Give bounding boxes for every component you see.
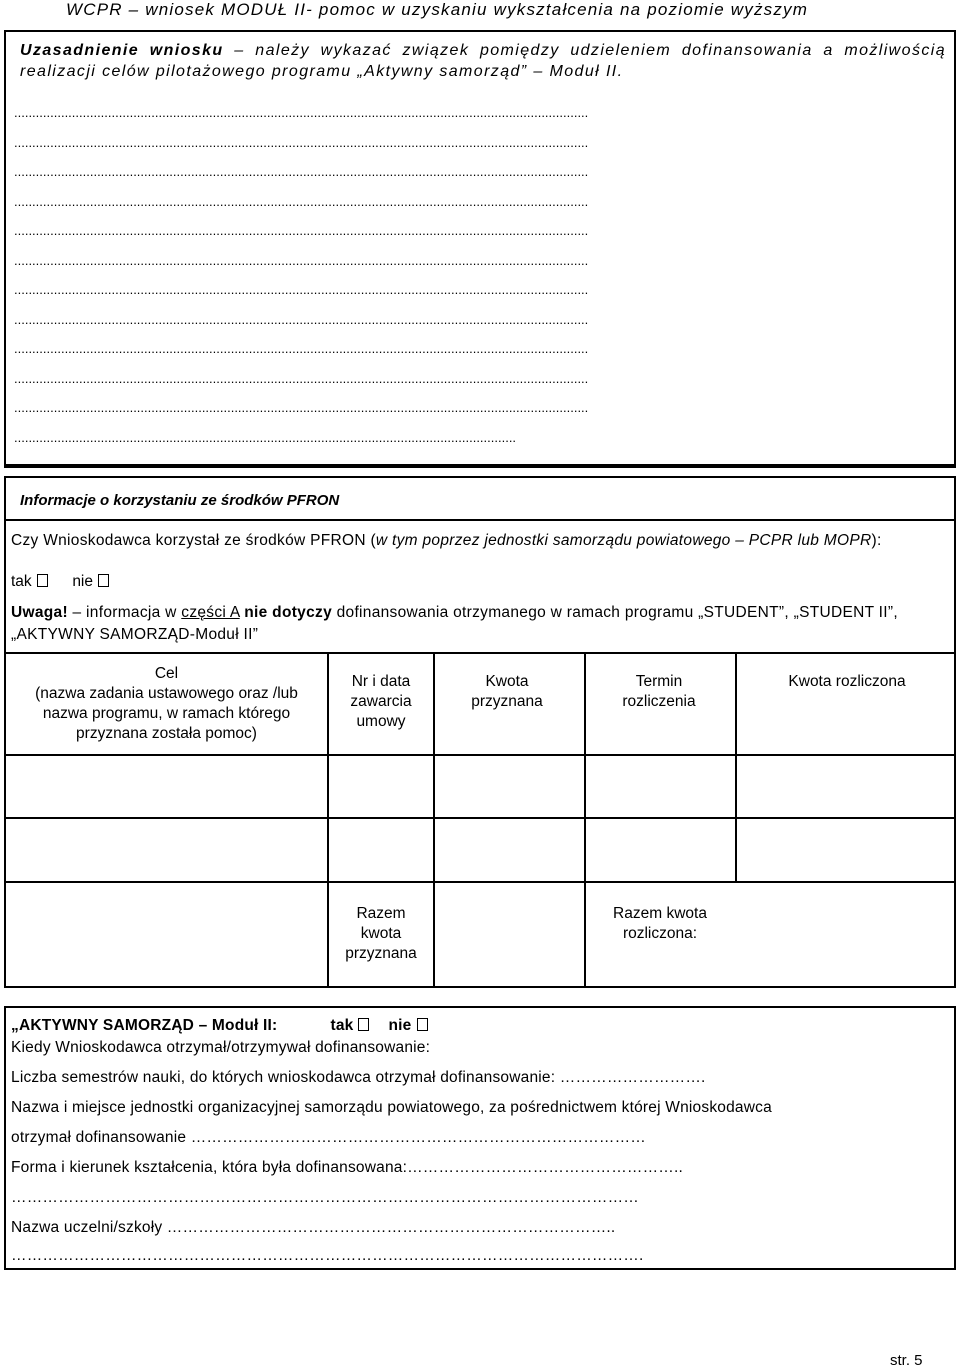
no-checkbox[interactable] bbox=[98, 574, 109, 587]
pfron-table bbox=[6, 652, 954, 986]
row-input-goal[interactable] bbox=[8, 756, 326, 816]
dotted-line: ............................................................................................................................................................... bbox=[14, 193, 589, 209]
pfron-yes-no bbox=[11, 573, 109, 591]
module2-yes-label: tak bbox=[330, 1017, 354, 1034]
header-amount-granted: Kwota przyznana bbox=[471, 673, 543, 710]
total-granted-label: Razem kwota przyznana bbox=[345, 905, 417, 962]
header-goal: Cel (nazwa zadania ustawowego oraz /lub nazwa programu, w ramach którego przyznana została pomoc) bbox=[35, 665, 298, 742]
module2-school-dots[interactable]: …………………………………………………………………………………………………………. bbox=[11, 1247, 644, 1264]
section-divider bbox=[6, 519, 954, 521]
dotted-line: ............................................................................................................................................................... bbox=[14, 252, 589, 268]
yes-checkbox[interactable] bbox=[37, 574, 48, 587]
module2-unit-line2[interactable]: otrzymał dofinansowanie …………………………………………………………………………… bbox=[11, 1129, 646, 1146]
module2-no-checkbox[interactable] bbox=[417, 1018, 428, 1031]
justification-label: Uzasadnienie wniosku bbox=[20, 42, 224, 59]
dotted-line: ............................................................................................................................................................... bbox=[14, 164, 589, 179]
module2-school[interactable]: Nazwa uczelni/szkoły ………………………………………………………………………….. bbox=[11, 1219, 616, 1236]
justification-text: – należy wykazać związek pomiędzy udzieleniem dofinansowania a możliwością realizacji celów pilotażowego programu „Aktywny samorząd” – Moduł II. bbox=[20, 42, 946, 80]
page-header: WCPR – wniosek MODUŁ II- pomoc w uzyskaniu wykształcenia na poziomie wyższym bbox=[66, 0, 809, 19]
module2-yes-checkbox[interactable] bbox=[358, 1018, 369, 1031]
header-amount-settled: Kwota rozliczona bbox=[788, 673, 906, 690]
module2-section bbox=[4, 1006, 956, 1270]
total-settled-label: Razem kwota rozliczona: bbox=[613, 905, 707, 942]
no-label: nie bbox=[72, 573, 93, 590]
pfron-question: Czy Wnioskodawca korzystał ze środków PFRON (w tym poprzez jednostki samorządu powiatowego – PCPR lub MOPR): bbox=[11, 532, 882, 549]
row-input-settlement-date[interactable] bbox=[587, 756, 734, 816]
row-input-contract[interactable] bbox=[330, 756, 432, 816]
dotted-line: ............................................................................................................................................................... bbox=[14, 223, 589, 238]
module2-unit-line1: Nazwa i miejsce jednostki organizacyjnej samorządu powiatowego, za pośrednictwem której Wnioskodawca bbox=[11, 1099, 772, 1116]
row-input-amount-settled[interactable] bbox=[738, 756, 952, 816]
justification-box bbox=[4, 30, 956, 468]
module2-semesters[interactable]: Liczba semestrów nauki, do których wnioskodawca otrzymał dofinansowanie: ………………………. bbox=[11, 1069, 706, 1086]
module2-title: „AKTYWNY SAMORZĄD – Moduł II: bbox=[11, 1017, 278, 1034]
dotted-line: ............................................................................................................................................................... bbox=[14, 105, 589, 120]
module2-title-row bbox=[11, 1016, 428, 1036]
module2-when[interactable]: Kiedy Wnioskodawca otrzymał/otrzymywał dofinansowanie: bbox=[11, 1039, 431, 1056]
module2-form[interactable]: Forma i kierunek kształcenia, która była dofinansowana:…………………………………………….. bbox=[11, 1159, 684, 1176]
header-settlement-date: Termin rozliczenia bbox=[622, 673, 696, 710]
pfron-title: Informacje o korzystaniu ze środków PFRON bbox=[20, 492, 340, 509]
header-contract: Nr i data zawarcia umowy bbox=[350, 673, 412, 730]
dotted-line: ............................................................................................................................................................... bbox=[14, 282, 589, 297]
yes-label: tak bbox=[11, 573, 32, 590]
dotted-line: ............................................................................................................................................................... bbox=[14, 311, 589, 327]
pfron-note: Uwaga! – informacja w części A nie dotyczy dofinansowania otrzymanego w ramach programu „STUDENT”, „STUDENT II”, „AKTYWNY SAMORZĄD-Moduł II” bbox=[11, 604, 898, 643]
row-input-amount-granted[interactable] bbox=[436, 756, 583, 816]
dotted-line: ............................................................................................................................................................... bbox=[14, 400, 589, 415]
justification-dotted-lines[interactable] bbox=[14, 98, 954, 452]
dotted-line: ........................................................................................................................................... bbox=[14, 429, 517, 445]
pfron-section bbox=[4, 476, 956, 988]
module2-form-dots[interactable]: ………………………………………………………………………………………………………… bbox=[11, 1189, 639, 1206]
justification-heading bbox=[20, 40, 946, 82]
page-number: str. 5 bbox=[890, 1352, 923, 1369]
module2-no-label: nie bbox=[388, 1017, 412, 1034]
dotted-line: ............................................................................................................................................................... bbox=[14, 341, 589, 356]
dotted-line: ............................................................................................................................................................... bbox=[14, 134, 589, 150]
dotted-line: ............................................................................................................................................................... bbox=[14, 370, 589, 386]
